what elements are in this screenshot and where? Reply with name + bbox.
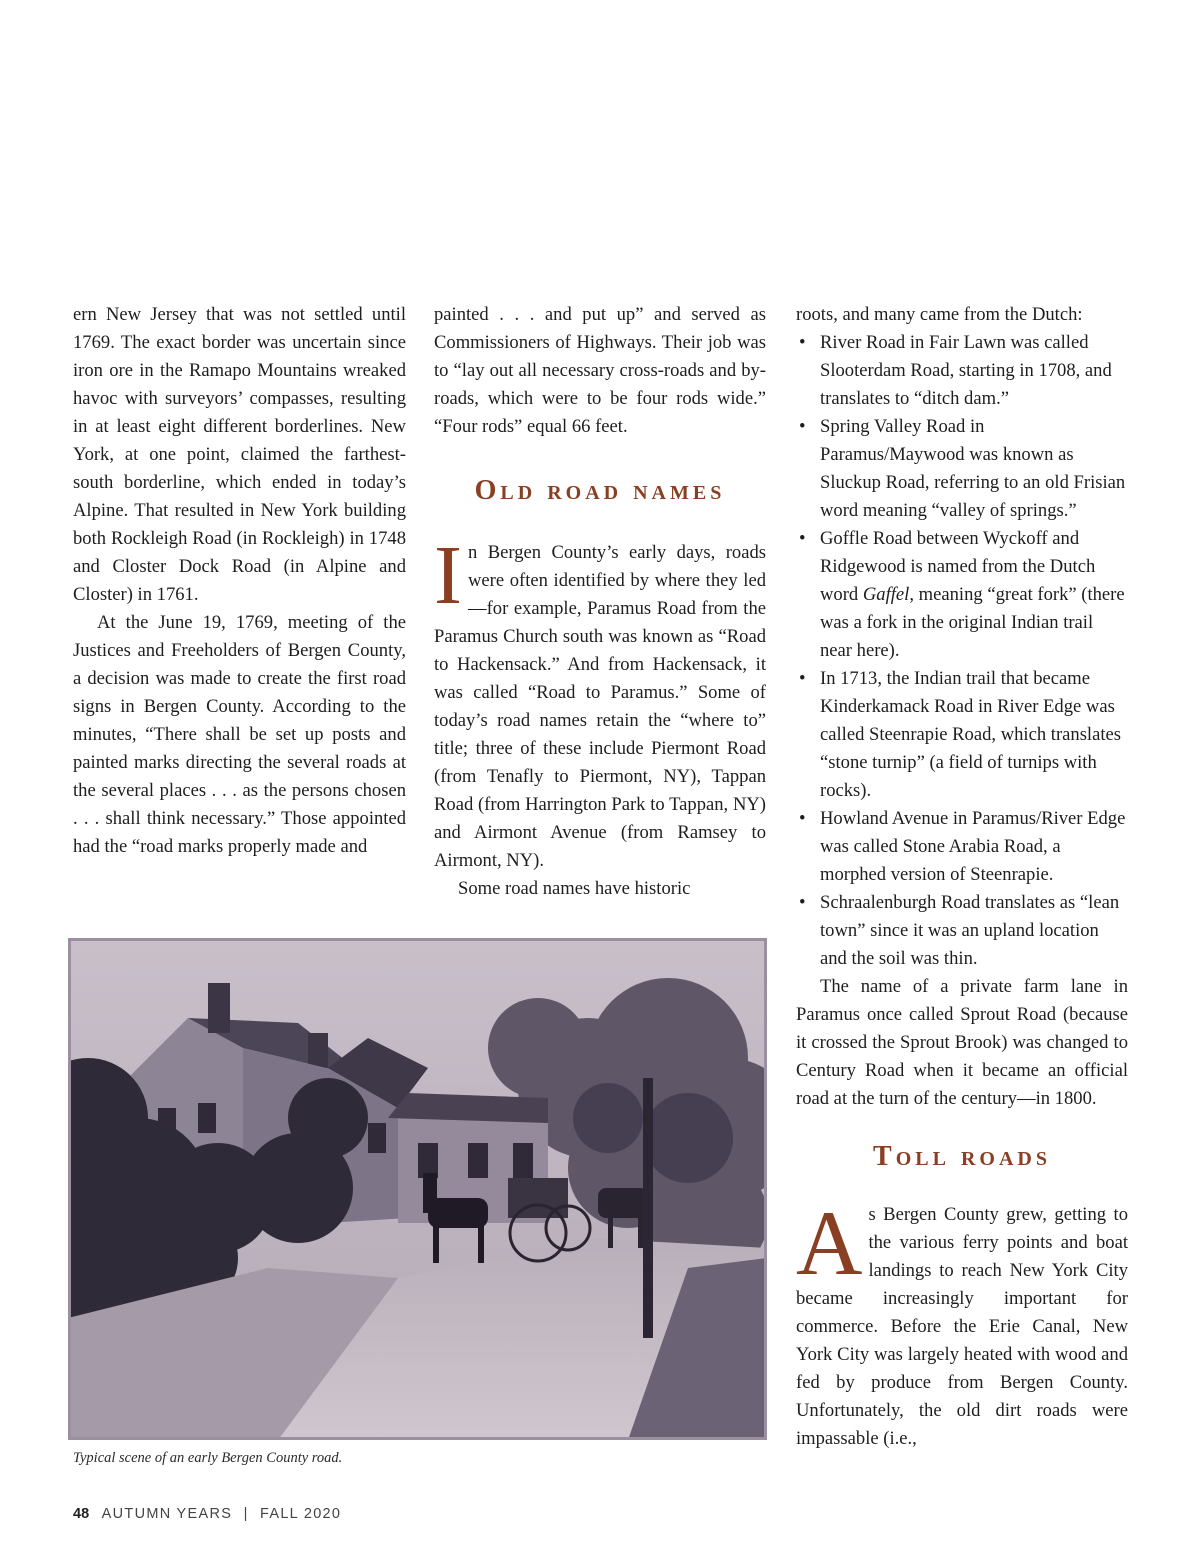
column-2 [434,301,766,903]
body-paragraph [434,529,766,875]
list-item: • Schraalenburgh Road translates as “lean town” since it was an upland location and the soil was thin. [796,889,1128,973]
column-1 [73,301,406,861]
body-paragraph: At the June 19, 1769, meeting of the Justices and Freeholders of Bergen County, a decision was made to create the first road signs in Bergen County. According to the minutes, “There shall be set up posts and painted marks directing the several roads at the several places . . . as the persons chosen . . . shall think necessary.” Those appointed had the “road marks properly made and [73,612,406,857]
body-paragraph: ern New Jersey that was not settled until 1769. The exact border was uncertain since iron ore in the Ramapo Mountains wreaked havoc with surveyors’ compasses, resulting in at least eight different borderlines. New York, at one point, claimed the farthest-south borderline, which ended in today’s Alpine. That resulted in New York building both Rockleigh Road (in Rockleigh) in 1748 and Closter Dock Road (in Alpine and Closter) in 1761. [73,304,406,605]
road-scene-illustration [68,938,767,1440]
drop-cap: A [796,1192,863,1294]
publication-name: AUTUMN YEARS [101,1506,233,1522]
drop-cap: I [434,529,462,622]
section-heading-toll-roads: Toll roads [873,1141,1051,1172]
drop-cap-paragraph-text: n Bergen County’s early days, roads were often identified by where they led—for example, Paramus Road from the Paramus Church south was known as “Road to Hackensack.” And from Hackensack, it was called “Road to Paramus.” Some of today’s road names retain the “where to” title; three of these include Piermont Road (from Tenafly to Piermont, NY), Tappan Road (from Harrington Park to Tappan, NY) and Airmont Avenue (from Ramsey to Airmont, NY). [434,542,766,871]
list-item: • Spring Valley Road in Paramus/Maywood was known as Sluckup Road, referring to an old Frisian word meaning “valley of springs.” [796,413,1128,525]
page-number: 48 [73,1506,90,1522]
body-paragraph: The name of a private farm lane in Paramus once called Sprout Road (because it crossed the Sprout Brook) was changed to Century Road when it became an official road at the turn of the century—in 1800. [796,976,1128,1109]
footer-separator: | [243,1506,249,1522]
section-heading-old-road-names: Old road names [474,475,726,506]
list-item: • In 1713, the Indian trail that became Kinderkamack Road in River Edge was called Steenrapie Road, which translates “stone turnip” (a field of turnips with rocks). [796,665,1128,805]
list-item: • River Road in Fair Lawn was called Slooterdam Road, starting in 1708, and translates to “ditch dam.” [796,329,1128,413]
body-paragraph: painted . . . and put up” and served as Commissioners of Highways. Their job was to “lay out all necessary cross-roads and by-roads, which were to be four rods wide.” “Four rods” equal 66 feet. [434,304,766,437]
dutch-word: Gaffel [862,584,910,605]
column-3 [796,301,1128,1453]
historic-road-photo [68,938,767,1440]
body-paragraph [796,1192,1128,1453]
dutch-road-names-list [796,329,1128,973]
list-item: • Goffle Road between Wyckoff and Ridgewood is named from the Dutch word Gaffel, meaning “great fork” (there was a fork in the original Indian trail near here). [796,525,1128,665]
photo-caption: Typical scene of an early Bergen County road. [73,1450,343,1466]
drop-cap-paragraph-text: s Bergen County grew, getting to the various ferry points and boat landings to reach New York City became increasingly important for commerce. Before the Erie Canal, New York City was largely heated with wood and fed by produce from Bergen County. Unfortunately, the old dirt roads were impassable (i.e., [796,1204,1128,1449]
list-item: • Howland Avenue in Paramus/River Edge was called Stone Arabia Road, a morphed version of Steenrapie. [796,805,1128,889]
issue-date: FALL 2020 [259,1506,342,1522]
body-paragraph: roots, and many came from the Dutch: [796,304,1083,325]
page-footer [73,1506,341,1522]
body-paragraph: Some road names have historic [458,878,691,899]
